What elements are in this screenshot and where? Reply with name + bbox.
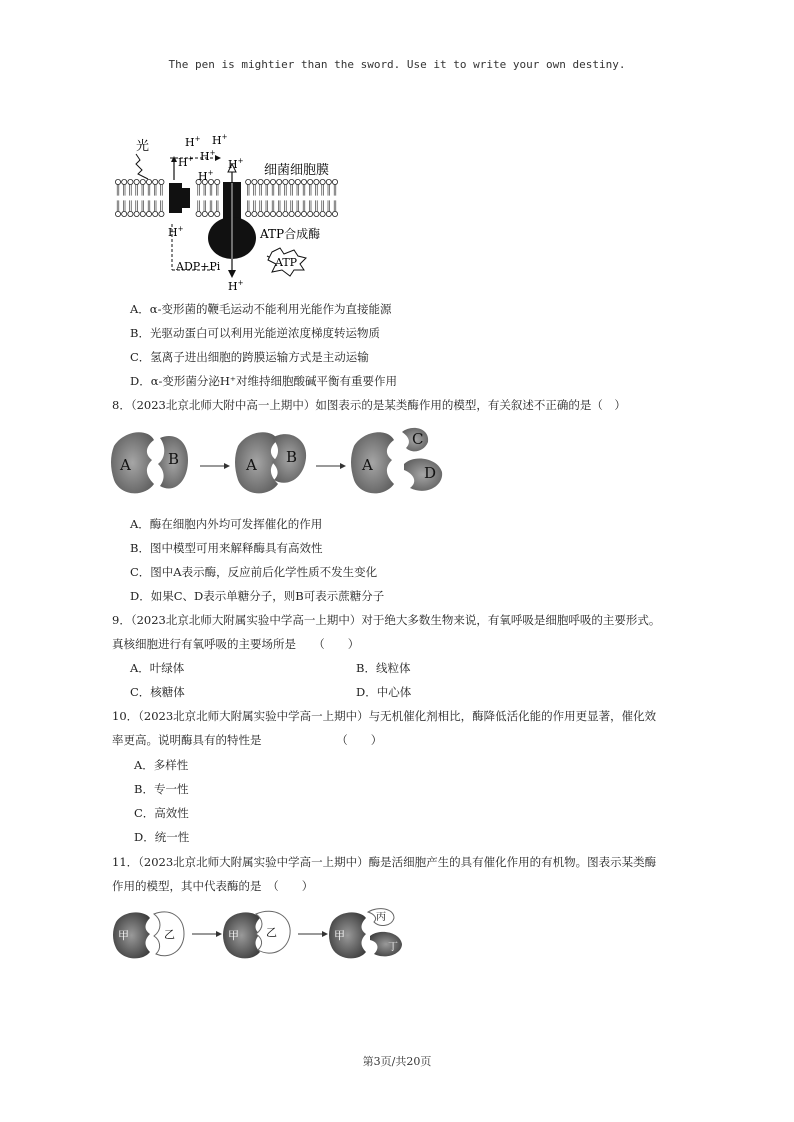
q9-stem-line2: 真核细胞进行有氧呼吸的主要场所是 （ ） <box>112 637 360 651</box>
atp-label: ATP <box>275 256 298 269</box>
proton-label: H+ <box>228 279 244 293</box>
label-ding: 丁 <box>388 942 398 953</box>
enzyme-model-figure-2 <box>112 906 412 962</box>
q8-option-b[interactable]: B．图中模型可用来解释酶具有高效性 <box>130 541 323 555</box>
q10-option-d[interactable]: D．统一性 <box>134 830 190 844</box>
q8-option-d[interactable]: D．如果C、D表示单糖分子，则B可表示蔗糖分子 <box>130 589 385 603</box>
label-b: B <box>168 450 180 468</box>
label-yi: 乙 <box>164 928 175 941</box>
q10-option-a[interactable]: A．多样性 <box>134 758 189 772</box>
q11-stem-line1: 11．（2023北京北师大附属实验中学高一上期中）酶是活细胞产生的具有催化作用的有机物。图表示某类酶 <box>112 855 657 869</box>
q10-option-c[interactable]: C．高效性 <box>134 806 189 820</box>
enzyme-blob <box>111 432 154 493</box>
label-b: B <box>286 448 298 466</box>
q9-stem-line1: 9．（2023北京北师大附属实验中学高一上期中）对于绝大多数生物来说，有氧呼吸是细胞呼吸的主要形式。 <box>112 613 661 627</box>
proton-label: H+ <box>185 135 201 149</box>
q8-stem: 8．（2023北京北师大附中高一上期中）如图表示的是某类酶作用的模型，有关叙述不正确的是（ ） <box>112 398 626 412</box>
proton-label: H+ <box>200 149 216 163</box>
q8-option-a[interactable]: A．酶在细胞内外均可发挥催化的作用 <box>130 517 323 531</box>
q7-option-c[interactable]: C．氢离子进出细胞的跨膜运输方式是主动运输 <box>130 350 369 364</box>
proton-label: H+ <box>212 133 228 147</box>
label-a: A <box>120 456 131 474</box>
proton-label: H+ <box>178 155 194 169</box>
q7-option-d[interactable]: D．α-变形菌分泌H⁺对维持细胞酸碱平衡有重要作用 <box>130 374 397 388</box>
label-d: D <box>424 464 437 482</box>
label-jia: 甲 <box>334 929 345 942</box>
adp-label: ADP+Pi <box>176 260 221 273</box>
label-yi: 乙 <box>266 926 277 939</box>
label-a: A <box>246 456 257 474</box>
enzyme-model-figure <box>108 424 453 504</box>
membrane-label: 细菌细胞膜 <box>264 163 330 178</box>
membrane-transport-figure <box>112 128 342 294</box>
q9-option-c[interactable]: C．核糖体 <box>130 685 185 699</box>
light-label: 光 <box>136 139 150 154</box>
proton-label: H+ <box>198 169 214 183</box>
q10-stem-line1: 10．（2023北京北师大附属实验中学高一上期中）与无机催化剂相比，酶降低活化能的作用更显著，催化效 <box>112 709 657 723</box>
label-a: A <box>362 456 373 474</box>
label-jia: 甲 <box>118 929 129 942</box>
q7-option-b[interactable]: B．光驱动蛋白可以利用光能逆浓度梯度转运物质 <box>130 326 380 340</box>
synthase-label: ATP合成酶 <box>260 227 321 241</box>
q10-option-b[interactable]: B．专一性 <box>134 782 189 796</box>
q8-option-c[interactable]: C．图中A表示酶，反应前后化学性质不发生变化 <box>130 565 378 579</box>
proton-label: H+ <box>168 225 184 239</box>
page-number: 第3页/共20页 <box>362 1055 432 1068</box>
proton-label: H+ <box>228 157 244 171</box>
q9-option-b[interactable]: B．线粒体 <box>356 661 411 675</box>
q9-option-a[interactable]: A．叶绿体 <box>130 661 185 675</box>
q9-option-d[interactable]: D．中心体 <box>356 685 412 699</box>
label-c: C <box>412 430 424 448</box>
q11-stem-line2: 作用的模型，其中代表酶的是 （ ） <box>112 879 314 893</box>
label-bing: 丙 <box>376 912 386 923</box>
label-jia: 甲 <box>228 929 239 942</box>
q10-stem-line2: 率更高。说明酶具有的特性是 （ ） <box>112 733 383 747</box>
page-header-motto: The pen is mightier than the sword. Use it to write your own destiny. <box>168 58 626 71</box>
q7-option-a[interactable]: A．α-变形菌的鞭毛运动不能利用光能作为直接能源 <box>130 302 392 316</box>
